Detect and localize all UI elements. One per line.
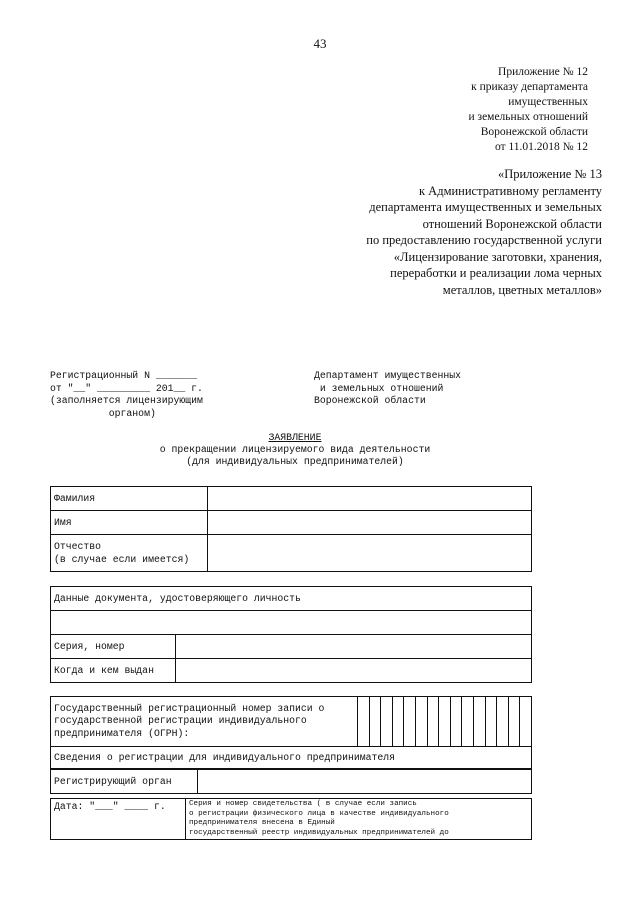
appendix-12-line: от 11.01.2018 № 12 bbox=[494, 141, 588, 153]
registration-info-label: Сведения о регистрации для индивидуального предпринимателя bbox=[51, 747, 532, 769]
title-subline: о прекращении лицензируемого вида деятельности bbox=[159, 444, 431, 455]
department-line: Департамент имущественных bbox=[314, 370, 461, 381]
appendix-13-header bbox=[366, 166, 602, 298]
identity-doc-table bbox=[50, 586, 532, 683]
registering-body-row bbox=[51, 770, 532, 794]
ogrn-table bbox=[50, 696, 532, 769]
name-field[interactable] bbox=[208, 511, 532, 535]
page-number: 43 bbox=[313, 36, 327, 51]
surname-label: Фамилия bbox=[51, 487, 208, 511]
appendix-13-line: отношений Воронежской области bbox=[422, 216, 602, 231]
registration-line: органом) bbox=[50, 407, 156, 419]
date-cert-table bbox=[50, 798, 532, 840]
name-row bbox=[51, 511, 532, 535]
registration-block bbox=[50, 370, 203, 420]
ogrn-label-line: государственной регистрации индивидуального bbox=[54, 715, 307, 727]
identity-blank-row bbox=[51, 611, 532, 635]
document-title bbox=[0, 432, 590, 468]
certificate-info bbox=[186, 799, 532, 840]
certificate-info-line: государственный реестр индивидуальных предпринимателей до bbox=[189, 828, 449, 837]
ogrn-label bbox=[51, 697, 358, 747]
appendix-13-line: департамента имущественных и земельных bbox=[369, 200, 602, 214]
registration-line: (заполняется лицензирующим bbox=[50, 395, 203, 406]
series-field[interactable] bbox=[176, 635, 532, 659]
registering-body-field[interactable] bbox=[198, 770, 532, 794]
surname-field[interactable] bbox=[208, 487, 532, 511]
ogrn-row bbox=[51, 697, 532, 747]
appendix-13-line: «Лицензирование заготовки, хранения, bbox=[393, 249, 602, 264]
registering-body-label: Регистрирующий орган bbox=[51, 770, 198, 794]
patronymic-label-line: (в случае если имеется) bbox=[54, 554, 190, 565]
title-subline: (для индивидуальных предпринимателей) bbox=[186, 456, 404, 467]
appendix-13-line: переработки и реализации лома черных bbox=[390, 266, 602, 280]
title-heading: ЗАЯВЛЕНИЕ bbox=[268, 432, 322, 443]
appendix-12-line: и земельных отношений bbox=[468, 111, 588, 123]
surname-row bbox=[51, 487, 532, 511]
patronymic-label bbox=[51, 535, 208, 572]
ogrn-label-line: Государственный регистрационный номер записи о bbox=[54, 702, 325, 714]
appendix-13-line: «Приложение № 13 bbox=[497, 167, 602, 181]
registration-line: Регистрационный N _______ bbox=[50, 370, 197, 381]
date-cert-row bbox=[51, 799, 532, 840]
identity-heading: Данные документа, удостоверяющего личность bbox=[51, 587, 532, 611]
patronymic-row bbox=[51, 535, 532, 572]
issued-row bbox=[51, 659, 532, 683]
series-label: Серия, номер bbox=[51, 635, 176, 659]
issued-field[interactable] bbox=[176, 659, 532, 683]
certificate-info-line: Серия и номер свидетельства ( в случае если запись bbox=[189, 800, 417, 808]
patronymic-field[interactable] bbox=[208, 535, 532, 572]
department-line: и земельных отношений bbox=[314, 382, 444, 394]
patronymic-label-line: Отчество bbox=[54, 541, 102, 552]
appendix-13-line: по предоставлению государственной услуги bbox=[366, 233, 602, 247]
series-row bbox=[51, 635, 532, 659]
certificate-info-line: о регистрации физического лица в качестве индивидуального bbox=[189, 809, 449, 818]
department-address bbox=[314, 370, 461, 408]
appendix-12-line: Приложение № 12 bbox=[498, 66, 588, 78]
name-label: Имя bbox=[51, 511, 208, 535]
appendix-13-line: к Административному регламенту bbox=[418, 183, 602, 198]
issued-label: Когда и кем выдан bbox=[51, 659, 176, 683]
appendix-12-line: к приказу департамента bbox=[471, 81, 588, 93]
registration-line: от "__" _________ 201__ г. bbox=[50, 382, 203, 394]
identity-document-field[interactable] bbox=[51, 611, 532, 635]
registering-body-table bbox=[50, 769, 532, 794]
ogrn-label-line: предпринимателя (ОГРН): bbox=[54, 727, 190, 739]
identity-heading-row bbox=[51, 587, 532, 611]
ogrn-digit-cells[interactable] bbox=[358, 697, 532, 747]
registration-info-row bbox=[51, 747, 532, 769]
appendix-13-line: металлов, цветных металлов» bbox=[442, 282, 602, 297]
appendix-12-line: Воронежской области bbox=[480, 126, 588, 138]
person-name-table bbox=[50, 486, 532, 572]
department-line: Воронежской области bbox=[314, 395, 426, 406]
appendix-12-line: имущественных bbox=[508, 96, 588, 108]
appendix-12-header bbox=[469, 65, 589, 155]
date-label: Дата: "___" ____ г. bbox=[51, 799, 186, 840]
certificate-info-line: предпринимателя внесена в Единый bbox=[189, 819, 335, 828]
